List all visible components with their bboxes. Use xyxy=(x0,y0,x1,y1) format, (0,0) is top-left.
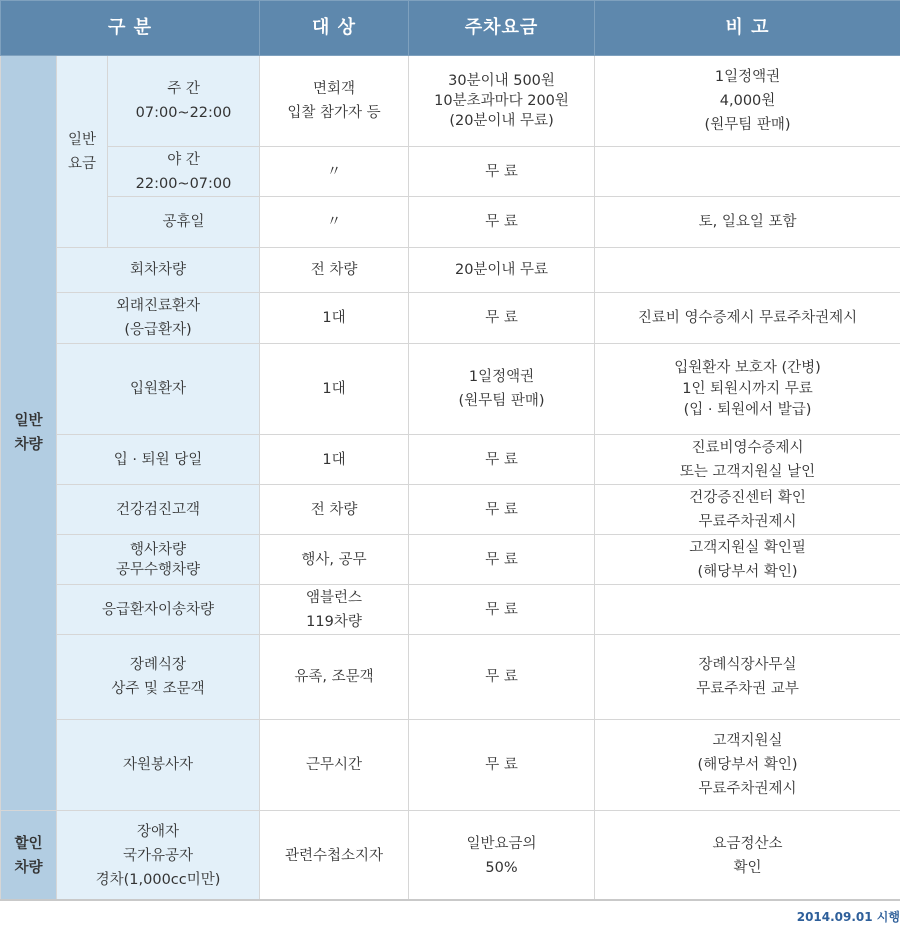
row-note: 장례식장사무실 무료주차권 교부 xyxy=(595,635,900,720)
row-label: 건강검진고객 xyxy=(57,485,260,535)
row-fee: 무 료 xyxy=(409,197,595,248)
row-note: 요금정산소 확인 xyxy=(595,811,900,901)
table-row xyxy=(1,344,900,435)
row-label: 외래진료환자 (응급환자) xyxy=(57,293,260,344)
row-target: 행사, 공무 xyxy=(260,535,409,585)
row-fee: 30분이내 500원 10분초과마다 200원 (20분이내 무료) xyxy=(409,56,595,147)
row-fee: 무 료 xyxy=(409,293,595,344)
header-row xyxy=(1,1,900,56)
row-note: 건강증진센터 확인 무료주차권제시 xyxy=(595,485,900,535)
header-fee: 주차요금 xyxy=(409,1,595,56)
table-row xyxy=(1,535,900,585)
row-note: 입원환자 보호자 (간병) 1인 퇴원시까지 무료 (입 · 퇴원에서 발급) xyxy=(595,344,900,435)
table-row xyxy=(1,811,900,901)
table-row xyxy=(1,147,900,197)
row-target: 1대 xyxy=(260,344,409,435)
header-category: 구 분 xyxy=(1,1,260,56)
effective-date-note: 2014.09.01 시행 xyxy=(796,910,900,924)
row-fee: 일반요금의 50% xyxy=(409,811,595,901)
row-target: 〃 xyxy=(260,147,409,197)
row-label: 자원봉사자 xyxy=(57,720,260,811)
row-fee: 20분이내 무료 xyxy=(409,248,595,293)
row-fee: 무 료 xyxy=(409,585,595,635)
row-target: 앰블런스 119차량 xyxy=(260,585,409,635)
table-bottom-divider xyxy=(0,899,900,901)
row-target: 면회객 입찰 참가자 등 xyxy=(260,56,409,147)
row-label: 응급환자이송차량 xyxy=(57,585,260,635)
row-target: 1대 xyxy=(260,293,409,344)
row-label: 야 간 22:00~07:00 xyxy=(108,147,260,197)
row-target: 전 차량 xyxy=(260,248,409,293)
row-note: 토, 일요일 포함 xyxy=(595,197,900,248)
group-general-fee: 일반 요금 xyxy=(57,56,108,248)
row-target: 유족, 조문객 xyxy=(260,635,409,720)
table-row xyxy=(1,635,900,720)
row-label: 장애자 국가유공자 경차(1,000cc미만) xyxy=(57,811,260,901)
table-row xyxy=(1,56,900,147)
row-fee: 무 료 xyxy=(409,435,595,485)
table-row xyxy=(1,485,900,535)
row-target: 〃 xyxy=(260,197,409,248)
table-row xyxy=(1,435,900,485)
row-fee: 1일정액권 (원무팀 판매) xyxy=(409,344,595,435)
row-target: 1대 xyxy=(260,435,409,485)
row-fee: 무 료 xyxy=(409,535,595,585)
table-row xyxy=(1,585,900,635)
table-row xyxy=(1,197,900,248)
table-row xyxy=(1,248,900,293)
row-target: 관련수첩소지자 xyxy=(260,811,409,901)
row-note: 1일정액권 4,000원 (원무팀 판매) xyxy=(595,56,900,147)
row-note: 고객지원실 (해당부서 확인) 무료주차권제시 xyxy=(595,720,900,811)
row-target: 근무시간 xyxy=(260,720,409,811)
row-label: 회차차량 xyxy=(57,248,260,293)
row-fee: 무 료 xyxy=(409,635,595,720)
row-fee: 무 료 xyxy=(409,485,595,535)
row-label: 주 간 07:00~22:00 xyxy=(108,56,260,147)
row-note xyxy=(595,147,900,197)
row-note: 진료비 영수증제시 무료주차권제시 xyxy=(595,293,900,344)
group-discount-vehicle: 할인 차량 xyxy=(1,811,57,901)
row-label: 입원환자 xyxy=(57,344,260,435)
header-note: 비 고 xyxy=(595,1,900,56)
row-fee: 무 료 xyxy=(409,720,595,811)
row-label: 공휴일 xyxy=(108,197,260,248)
row-label: 입 · 퇴원 당일 xyxy=(57,435,260,485)
row-note xyxy=(595,248,900,293)
row-label: 장례식장 상주 및 조문객 xyxy=(57,635,260,720)
row-label: 행사차량 공무수행차량 xyxy=(57,535,260,585)
header-target: 대 상 xyxy=(260,1,409,56)
group-general-vehicle: 일반 차량 xyxy=(1,56,57,811)
row-fee: 무 료 xyxy=(409,147,595,197)
row-note: 고객지원실 확인필 (해당부서 확인) xyxy=(595,535,900,585)
table-row xyxy=(1,720,900,811)
row-target: 전 차량 xyxy=(260,485,409,535)
table-row xyxy=(1,293,900,344)
row-note: 진료비영수증제시 또는 고객지원실 날인 xyxy=(595,435,900,485)
row-note xyxy=(595,585,900,635)
